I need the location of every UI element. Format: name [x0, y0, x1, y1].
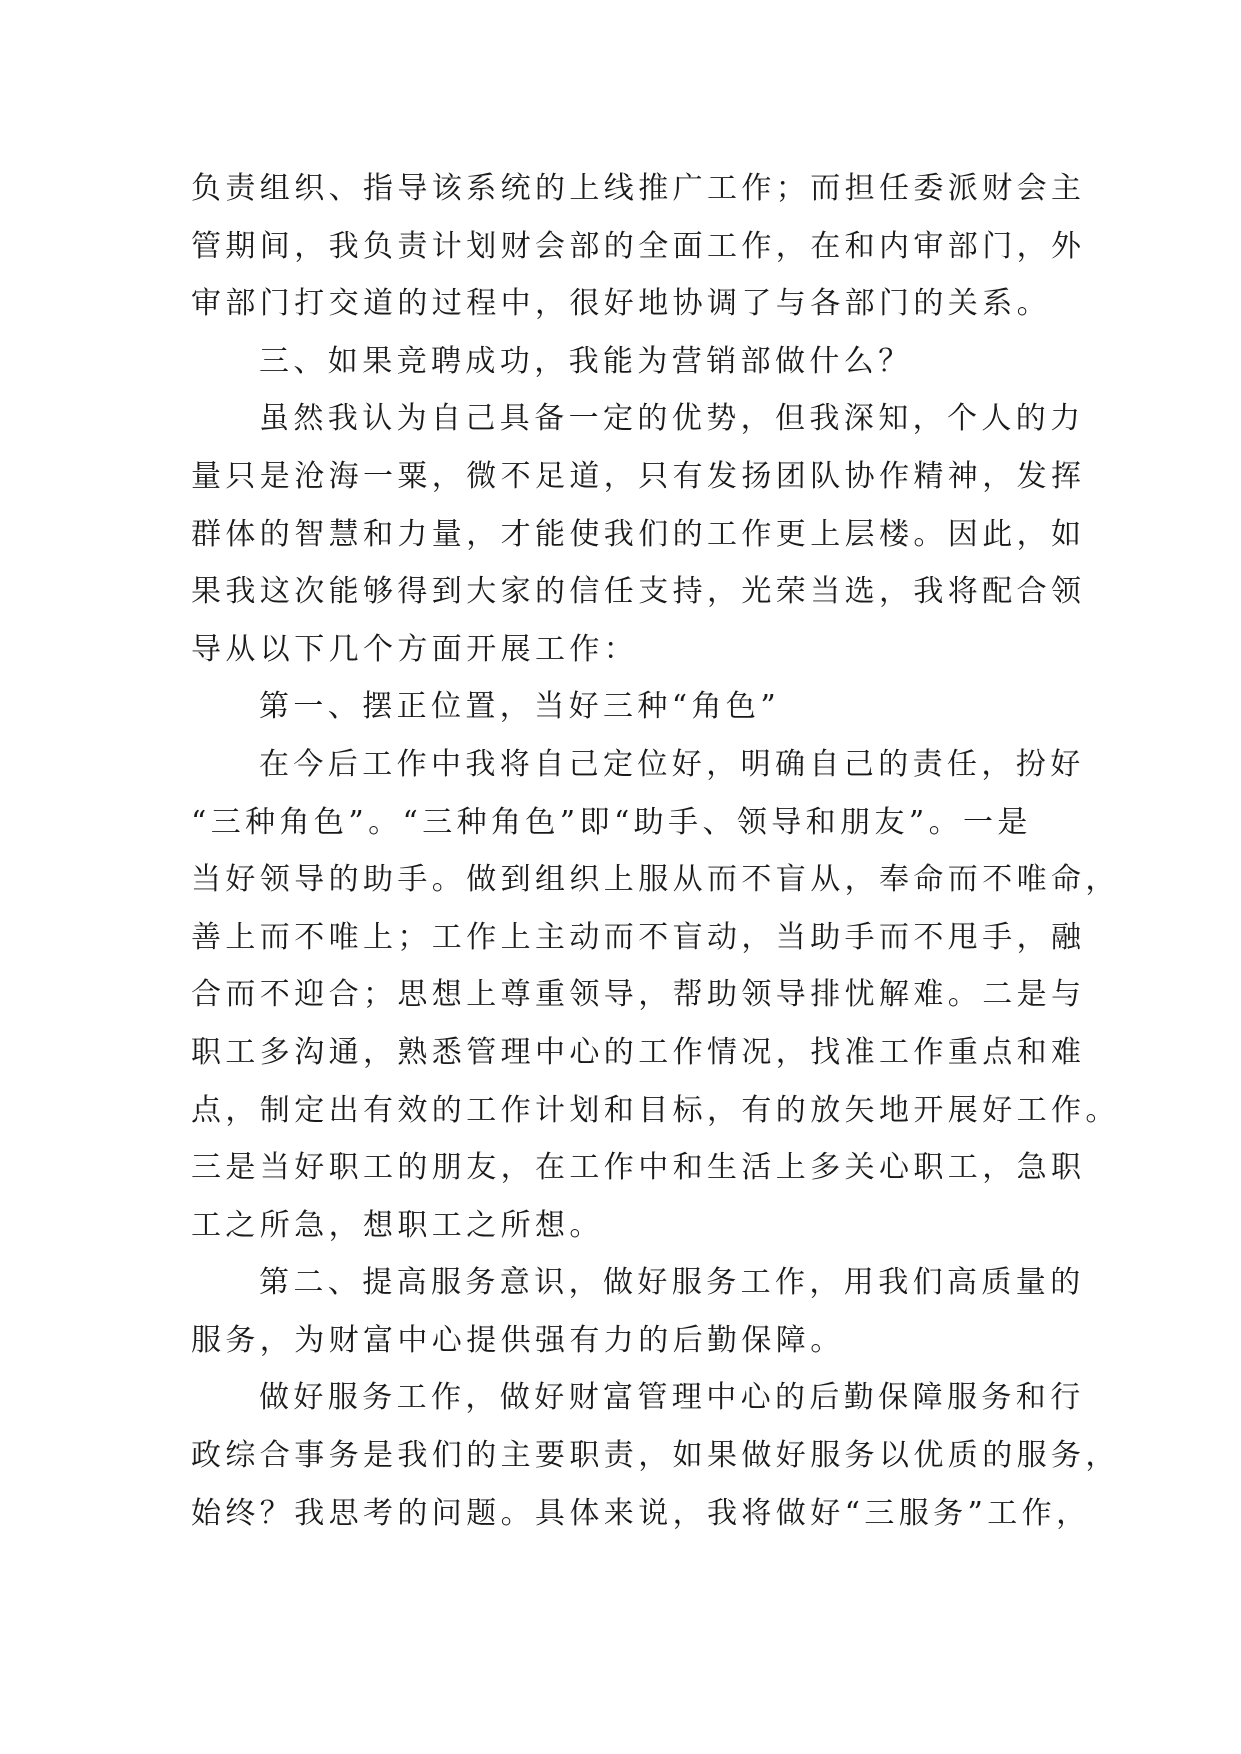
text-line: 职工多沟通，熟悉管理中心的工作情况，找准工作重点和难 — [191, 1034, 1086, 1070]
text-line: 善上而不唯上；工作上主动而不盲动，当助手而不甩手，融 — [191, 919, 1086, 955]
text-line: 果我这次能够得到大家的信任支持，光荣当选，我将配合领 — [191, 574, 1086, 610]
text-line: 管期间，我负责计划财会部的全面工作，在和内审部门，外 — [191, 228, 1086, 264]
body-text — [191, 160, 1120, 1542]
text-line: 虽然我认为自己具备一定的优势，但我深知，个人的力 — [259, 401, 1085, 437]
text-line: 在今后工作中我将自己定位好，明确自己的责任，扮好 — [259, 746, 1085, 782]
text-line: 点，制定出有效的工作计划和目标，有的放矢地开展好工作。 — [191, 1092, 1120, 1128]
text-line: 群体的智慧和力量，才能使我们的工作更上层楼。因此，如 — [191, 516, 1086, 552]
text-line: 始终？我思考的问题。具体来说，我将做好“三服务”工作， — [191, 1495, 1091, 1531]
text-line: 审部门打交道的过程中，很好地协调了与各部门的关系。 — [191, 286, 1051, 322]
text-line: 当好领导的助手。做到组织上服从而不盲从，奉命而不唯命， — [191, 862, 1120, 898]
text-line: 做好服务工作，做好财富管理中心的后勤保障服务和行 — [259, 1380, 1085, 1416]
text-line: 工之所急，想职工之所想。 — [191, 1207, 604, 1243]
text-line: “三种角色”。“三种角色”即“助手、领导和朋友”。一是 — [191, 804, 1032, 840]
text-line: 政综合事务是我们的主要职责，如果做好服务以优质的服务， — [191, 1438, 1120, 1474]
section-heading: 第二、提高服务意识，做好服务工作，用我们高质量的 — [259, 1265, 1085, 1301]
section-heading: 第一、摆正位置，当好三种“角色” — [259, 689, 781, 725]
text-line: 合而不迎合；思想上尊重领导，帮助领导排忧解难。二是与 — [191, 977, 1086, 1013]
text-line: 负责组织、指导该系统的上线推广工作；而担任委派财会主 — [191, 171, 1086, 206]
text-line: 服务，为财富中心提供强有力的后勤保障。 — [191, 1322, 845, 1358]
text-line: 量只是沧海一粟，微不足道，只有发扬团队协作精神，发挥 — [191, 458, 1086, 494]
section-heading: 三、如果竞聘成功，我能为营销部做什么？ — [259, 343, 913, 379]
text-line: 三是当好职工的朋友，在工作中和生活上多关心职工，急职 — [191, 1150, 1086, 1186]
text-line: 导从以下几个方面开展工作： — [191, 631, 639, 667]
